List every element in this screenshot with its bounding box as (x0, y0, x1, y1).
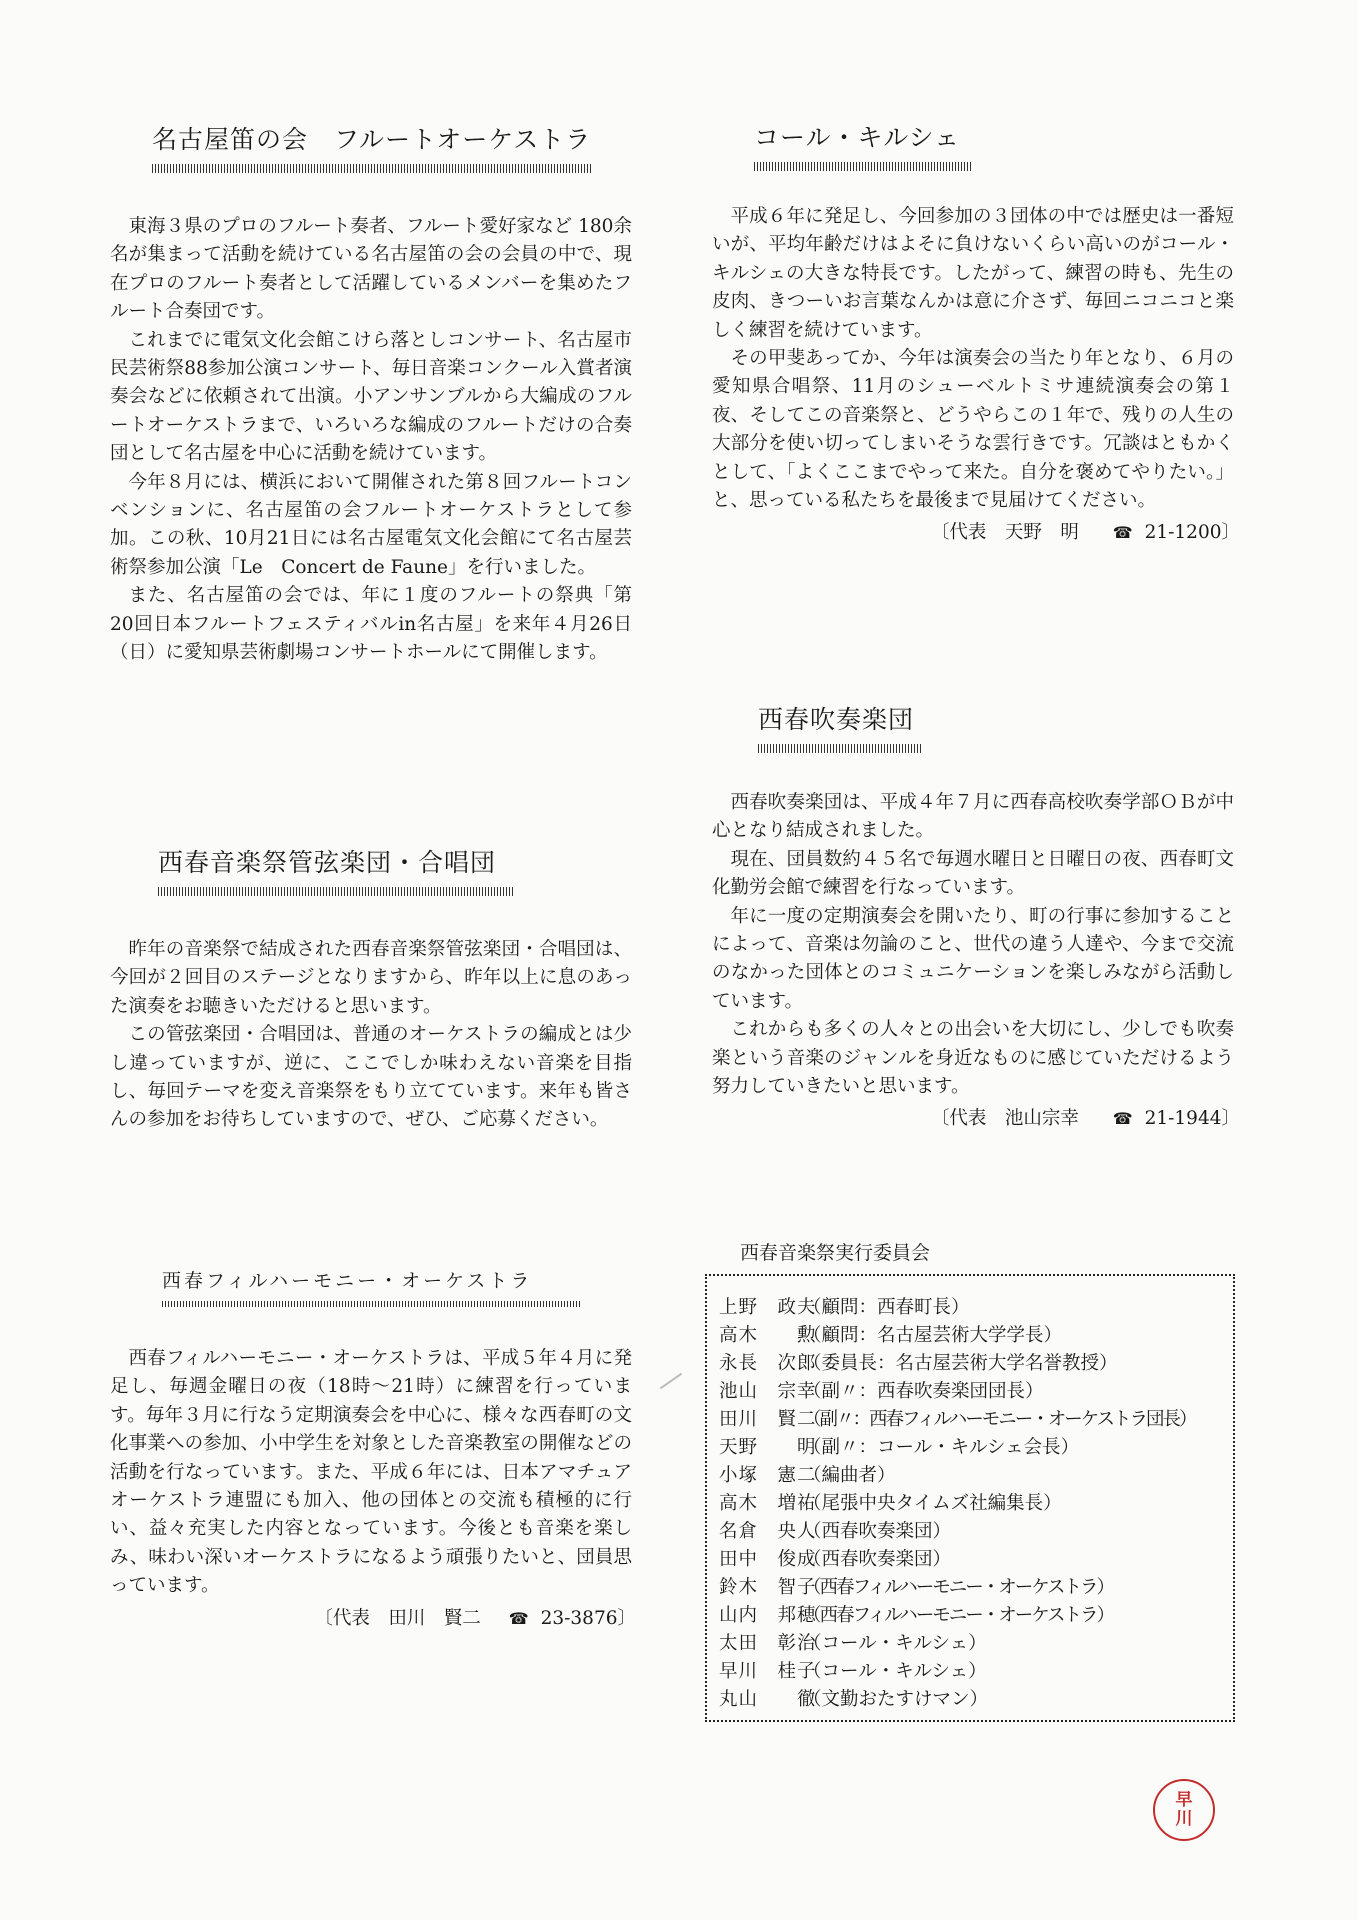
paragraph: 平成６年に発足し、今回参加の３団体の中では歴史は一番短いが、平均年齢だけはよそに負けないくらい高いのがコール・キルシェの大きな特長です。したがって、練習の時も、先生の皮肉、きつーいお言葉なんかは意に介さず、毎回ニコニコと楽しく練習を続けています。 (712, 206, 1234, 341)
member-name: 上野 政夫 (719, 1297, 817, 1318)
member-name: 山内 邦穂 (719, 1605, 817, 1626)
committee-member (719, 1490, 1223, 1518)
member-role: （顧問：西春町長） (803, 1297, 970, 1318)
section-body (712, 203, 1234, 515)
paragraph: 今年８月には、横浜において開催された第８回フルートコンベンションに、名古屋笛の会フルートオーケストラとして参加。この秋、10月21日には名古屋電気文化会館にて名古屋芸術祭参加公演「Le Concert de Faune」を行いました。 (110, 471, 632, 578)
paragraph: これまでに電気文化会館こけら落としコンサート、名古屋市民芸術祭88参加公演コンサート、毎日音楽コンクール入賞者演奏会などに依頼されて出演。小アンサンブルから大編成のフルートオーケストラまで、いろいろな編成のフルートだけの合奏団として名古屋を中心に活動を続けています。 (110, 329, 632, 465)
title-underline (162, 1301, 582, 1307)
committee-member (719, 1462, 1223, 1490)
member-role: （副〃：コール・キルシェ会長） (803, 1437, 1080, 1458)
section-body (110, 1345, 632, 1601)
phone-number: 23-3876〕 (540, 1607, 636, 1629)
section-title: コール・キルシェ (754, 123, 961, 152)
title-underline (754, 162, 972, 171)
committee-member (719, 1518, 1223, 1546)
paragraph: 東海３県のプロのフルート奏者、フルート愛好家など 180余名が集まって活動を続けている名古屋笛の会の会員の中で、現在プロのフルート奏者として活躍しているメンバーを集めたフルート合奏団です。 (110, 216, 632, 323)
committee-member (719, 1434, 1223, 1462)
member-name: 名倉 央人 (719, 1521, 817, 1542)
member-role: （副〃：西春吹奏楽団団長） (803, 1381, 1044, 1402)
paragraph: 年に一度の定期演奏会を開いたり、町の行事に参加することによって、音楽は勿論のこと、世代の違う人達や、今まで交流のなかった団体とのコミュニケーションを楽しみながら活動しています。 (712, 905, 1234, 1012)
member-role: （コール・キルシェ） (803, 1661, 987, 1682)
representative-name: 〔代表 天野 明 (930, 522, 1079, 544)
phone-number: 21-1200〕 (1144, 522, 1240, 544)
member-role: （西春フィルハーモニー・オーケストラ） (803, 1577, 1113, 1598)
member-name: 鈴木 智子 (719, 1577, 817, 1598)
committee-member (719, 1350, 1223, 1378)
section-title: 名古屋笛の会 フルートオーケストラ (152, 125, 592, 154)
paragraph: 現在、団員数約４５名で毎週水曜日と日曜日の夜、西春町文化勤労会館で練習を行なっています。 (712, 848, 1234, 899)
phone-number: 21-1944〕 (1144, 1108, 1240, 1130)
member-name: 田中 俊成 (719, 1549, 817, 1570)
member-role: （尾張中央タイムズ社編集長） (803, 1493, 1062, 1514)
committee-member (719, 1322, 1223, 1350)
representative-contact (712, 519, 1240, 547)
committee-member (719, 1294, 1223, 1322)
paragraph: 昨年の音楽祭で結成された西春音楽祭管弦楽団・合唱団は、今回が２回目のステージとなりますから、昨年以上に息のあった演奏をお聴きいただけると思います。 (110, 939, 632, 1017)
committee-title: 西春音楽祭実行委員会 (740, 1242, 931, 1264)
member-name: 高木 勲 (719, 1325, 817, 1346)
section-title: 西春吹奏楽団 (758, 705, 915, 734)
representative-name: 〔代表 池山宗幸 (930, 1108, 1079, 1130)
pen-mark (660, 1373, 682, 1390)
section-philharmonic (110, 1266, 636, 1633)
stamp-char: 川 (1175, 1809, 1193, 1829)
member-name: 早川 桂子 (719, 1661, 817, 1682)
phone-icon: ☎ (1112, 523, 1133, 543)
representative-name: 〔代表 田川 賢二 (314, 1607, 481, 1629)
paragraph: この管弦楽団・合唱団は、普通のオーケストラの編成とは少し違っていますが、逆に、ここでしか味わえない音楽を目指し、毎回テーマを変え音楽祭をもり立てています。来年も皆さんの参加をお待ちしていますので、ぜひ、ご応募ください。 (110, 1024, 632, 1131)
member-name: 高木 増祐 (719, 1493, 817, 1514)
phone-icon: ☎ (508, 1608, 529, 1628)
stamp-char: 早 (1175, 1790, 1193, 1810)
title-underline (158, 887, 514, 896)
member-role: （西春フィルハーモニー・オーケストラ） (803, 1605, 1113, 1626)
member-role: （西春吹奏楽団） (803, 1521, 952, 1542)
paragraph: これからも多くの人々との出会いを大切にし、少しでも吹奏楽という音楽のジャンルを身近なものに感じていただけるよう努力していきたいと思います。 (712, 1019, 1234, 1098)
member-name: 太田 彰治 (719, 1633, 817, 1654)
paragraph: 西春フィルハーモニー・オーケストラは、平成５年４月に発足し、毎週金曜日の夜（18時〜21時）に練習を行っています。毎年３月に行なう定期演奏会を中心に、様々な西春町の文化事業への参加、小中学生を対象とした音楽教室の開催などの活動を行なっています。また、平成６年には、日本アマチュアオーケストラ連盟にも加入、他の団体との交流も積極的に行い、益々充実した内容となっています。今後とも音楽を楽しみ、味わい深いオーケストラになるよう頑張りたいと、団員思っています。 (110, 1348, 632, 1597)
title-underline (152, 164, 592, 173)
committee-member (719, 1574, 1223, 1602)
member-name: 天野 明 (719, 1437, 817, 1458)
member-name: 永長 次郎 (719, 1353, 817, 1374)
member-name: 池山 宗幸 (719, 1381, 817, 1402)
committee-member-list (705, 1274, 1235, 1722)
member-role: （顧問：名古屋芸術大学学長） (803, 1325, 1063, 1346)
member-role: （編曲者） (803, 1465, 896, 1486)
member-role: （西春吹奏楽団） (803, 1549, 952, 1570)
committee-member (719, 1630, 1223, 1658)
committee-member (719, 1406, 1223, 1434)
phone-icon: ☎ (1112, 1109, 1133, 1129)
seal-stamp (1153, 1779, 1215, 1841)
section-wind-orchestra (712, 700, 1240, 1134)
representative-contact (712, 1105, 1240, 1133)
section-festival-orchestra-choir (110, 843, 632, 1135)
section-flute-orchestra (110, 120, 632, 668)
section-title: 西春音楽祭管弦楽団・合唱団 (158, 848, 497, 877)
member-role: （文勤おたすけマン） (803, 1689, 989, 1710)
section-body (712, 789, 1234, 1101)
member-role: （委員長：名古屋芸術大学名誉教授） (803, 1353, 1118, 1374)
paragraph: また、名古屋笛の会では、年に１度のフルートの祭典「第20回日本フルートフェスティバルin名古屋」を来年４月26日（日）に愛知県芸術劇場コンサートホールにて開催します。 (110, 585, 632, 664)
member-role: （副〃：西春フィルハーモニー・オーケストラ団長） (803, 1409, 1196, 1430)
committee-member (719, 1658, 1223, 1686)
committee-member (719, 1686, 1223, 1714)
paragraph: その甲斐あってか、今年は演奏会の当たり年となり、６月の愛知県合唱祭、11月のシューベルトミサ連続演奏会の第１夜、そしてこの音楽祭と、どうやらこの１年で、残りの人生の大部分を使い切ってしまいそうな雲行きです。冗談はともかくとして、「よくここまでやって来た。自分を褒めてやりたい。」と、思っている私たちを最後まで見届けてください。 (712, 348, 1234, 512)
member-name: 小塚 憲二 (719, 1465, 817, 1486)
member-name: 丸山 徹 (719, 1689, 817, 1710)
section-body (110, 936, 632, 1135)
section-chor-kirsche (712, 118, 1240, 548)
section-body (110, 213, 632, 668)
representative-contact (110, 1605, 636, 1633)
committee-member (719, 1546, 1223, 1574)
member-name: 田川 賢二 (719, 1409, 817, 1430)
committee-member (719, 1378, 1223, 1406)
committee-member (719, 1602, 1223, 1630)
section-title: 西春フィルハーモニー・オーケストラ (162, 1270, 533, 1292)
title-underline (758, 744, 922, 753)
member-role: （コール・キルシェ） (803, 1633, 987, 1654)
paragraph: 西春吹奏楽団は、平成４年７月に西春高校吹奏学部ＯＢが中心となり結成されました。 (712, 792, 1234, 842)
